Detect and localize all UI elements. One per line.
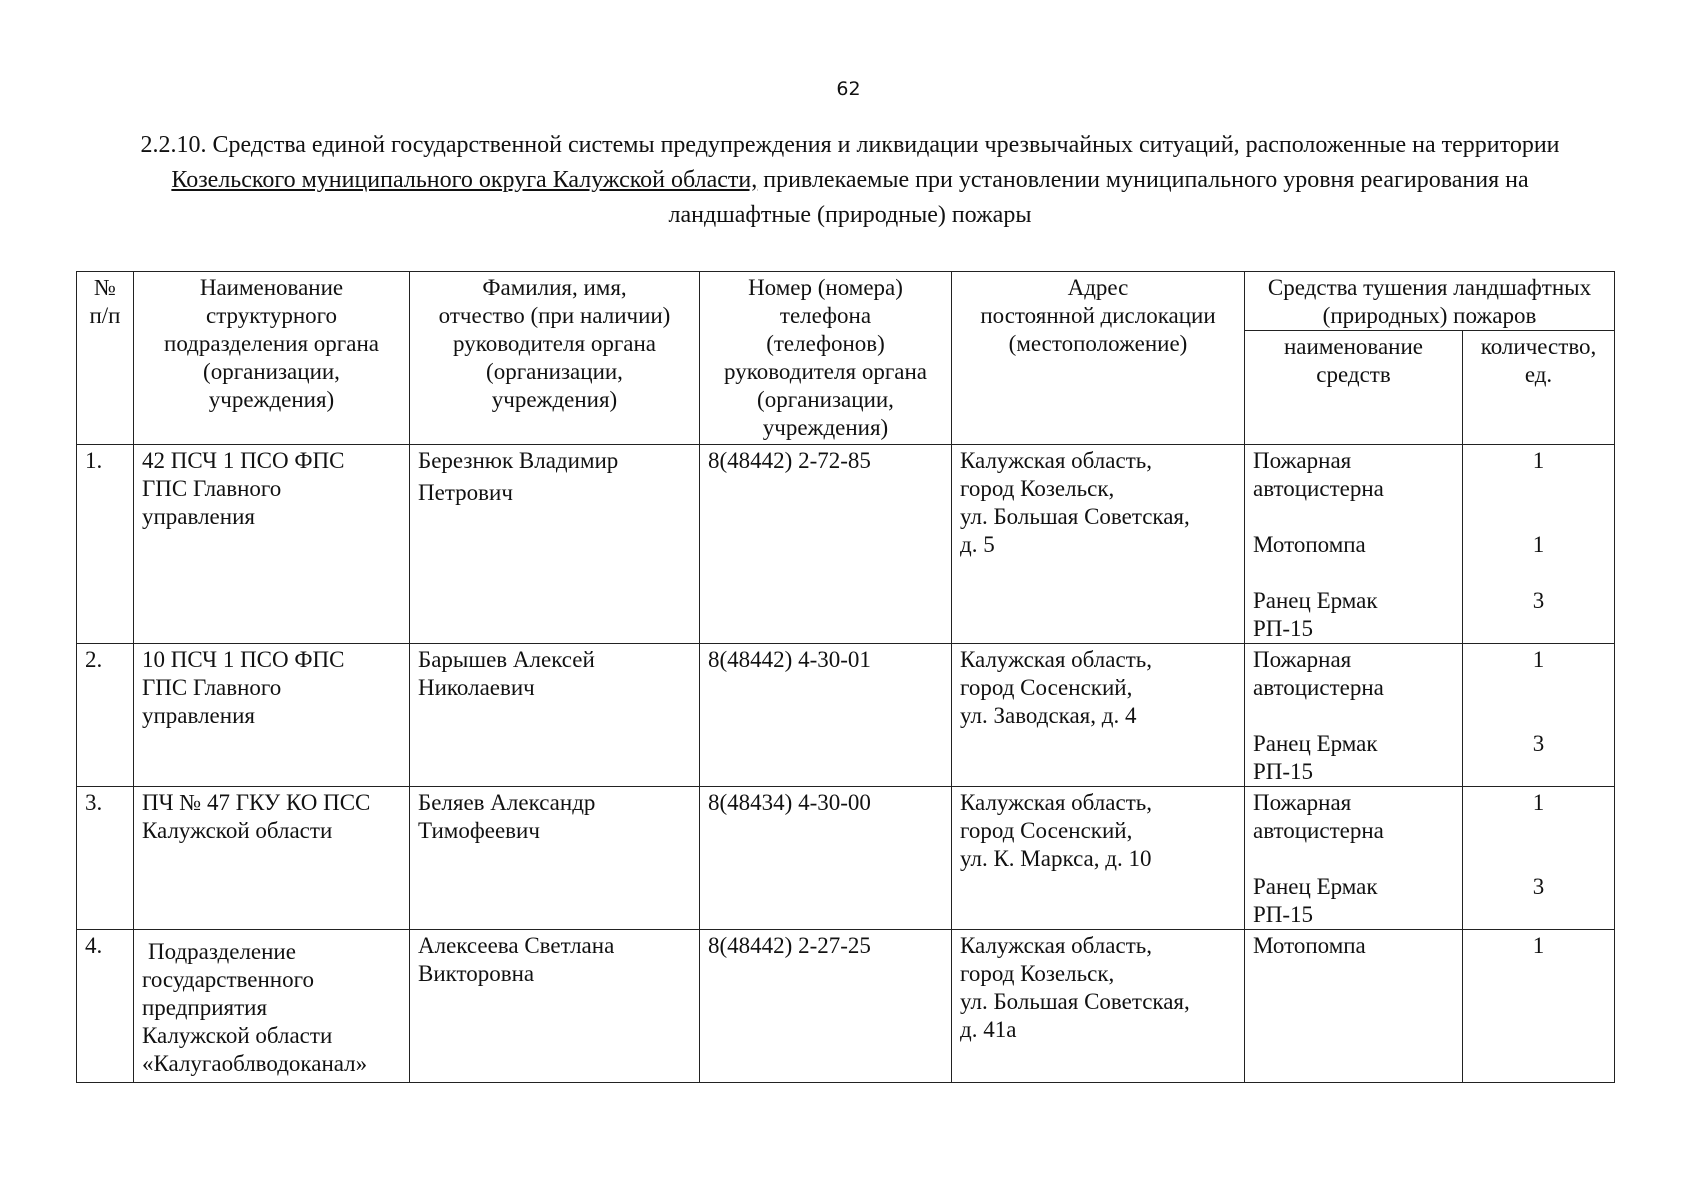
cell-text: Барышев Алексей bbox=[418, 647, 595, 672]
cell-text: д. 41а bbox=[960, 1017, 1017, 1042]
cell-text: РП-15 bbox=[1253, 616, 1314, 641]
cell-means-name bbox=[1245, 445, 1463, 644]
header-text: учреждения) bbox=[762, 415, 889, 440]
cell-text: 1 bbox=[1532, 933, 1545, 958]
document-heading bbox=[110, 128, 1590, 233]
cell-means-qty bbox=[1463, 445, 1615, 644]
cell-text: Калужской области bbox=[142, 818, 333, 843]
cell-number: 1. bbox=[77, 445, 134, 644]
cell-text: ул. Большая Советская, bbox=[960, 504, 1190, 529]
header-text: (организации, bbox=[757, 387, 894, 412]
cell-text: д. 5 bbox=[960, 532, 995, 557]
cell-text: Ранец Ермак bbox=[1253, 874, 1378, 899]
header-text: отчество (при наличии) bbox=[438, 303, 671, 328]
header-cell-unit bbox=[134, 272, 410, 445]
cell-text: 10 ПСЧ 1 ПСО ФПС bbox=[142, 647, 345, 672]
header-text: Адрес bbox=[1067, 275, 1129, 300]
cell-text: город Сосенский, bbox=[960, 818, 1133, 843]
cell-number: 2. bbox=[77, 644, 134, 787]
table-row bbox=[77, 930, 1615, 1083]
header-text: (организации, bbox=[203, 359, 340, 384]
cell-text: Березнюк Владимир bbox=[418, 448, 619, 473]
cell-text: ГПС Главного bbox=[142, 476, 282, 501]
cell-address bbox=[952, 787, 1245, 930]
cell-means-qty bbox=[1463, 930, 1615, 1083]
header-text: подразделения органа bbox=[164, 331, 379, 356]
cell-text: РП-15 bbox=[1253, 902, 1314, 927]
heading-underlined-territory: Козельского муниципального округа Калужской области, bbox=[171, 167, 758, 193]
cell-text: ул. Большая Советская, bbox=[960, 989, 1190, 1014]
header-cell-address bbox=[952, 272, 1245, 445]
cell-text: Пожарная bbox=[1253, 647, 1352, 672]
header-text: средств bbox=[1316, 362, 1391, 387]
cell-text: Викторовна bbox=[418, 961, 535, 986]
cell-text: ул. К. Маркса, д. 10 bbox=[960, 846, 1152, 871]
cell-text: 3 bbox=[1532, 874, 1545, 899]
table-row bbox=[77, 787, 1615, 930]
page-number: 62 bbox=[836, 78, 861, 100]
header-text: Средства тушения ландшафтных bbox=[1267, 275, 1592, 300]
cell-text: Калужская область, bbox=[960, 790, 1152, 815]
header-text: (телефонов) bbox=[766, 331, 885, 356]
cell-number: 3. bbox=[77, 787, 134, 930]
cell-means-name bbox=[1245, 787, 1463, 930]
cell-text: Калужская область, bbox=[960, 647, 1152, 672]
header-cell-means-qty bbox=[1463, 331, 1615, 445]
cell-text: автоцистерна bbox=[1253, 818, 1384, 843]
cell-text: Алексеева Светлана bbox=[418, 933, 615, 958]
header-cell-number bbox=[77, 272, 134, 445]
cell-text: Пожарная bbox=[1253, 448, 1352, 473]
header-text: телефона bbox=[779, 303, 872, 328]
cell-text: 1 bbox=[1532, 532, 1545, 557]
cell-text: город Сосенский, bbox=[960, 675, 1133, 700]
cell-address bbox=[952, 644, 1245, 787]
cell-means-qty bbox=[1463, 644, 1615, 787]
cell-text: Мотопомпа bbox=[1253, 532, 1366, 557]
header-text: ед. bbox=[1524, 362, 1553, 387]
cell-unit bbox=[134, 787, 410, 930]
cell-number: 4. bbox=[77, 930, 134, 1083]
cell-phone: 8(48442) 2-72-85 bbox=[700, 445, 952, 644]
header-cell-means-group bbox=[1245, 272, 1615, 331]
cell-text: город Козельск, bbox=[960, 961, 1115, 986]
header-text: № bbox=[94, 275, 116, 300]
header-text: Фамилия, имя, bbox=[482, 275, 627, 300]
cell-text: Ранец Ермак bbox=[1253, 588, 1378, 613]
cell-phone: 8(48442) 2-27-25 bbox=[700, 930, 952, 1083]
header-text: структурного bbox=[205, 303, 338, 328]
cell-text: Калужской области bbox=[142, 1023, 333, 1048]
cell-text: ПЧ № 47 ГКУ КО ПСС bbox=[142, 790, 371, 815]
header-text: постоянной дислокации bbox=[980, 303, 1216, 328]
cell-text: РП-15 bbox=[1253, 759, 1314, 784]
header-text: (организации, bbox=[486, 359, 623, 384]
cell-text: предприятия bbox=[142, 995, 268, 1020]
header-text: руководителя органа bbox=[724, 359, 927, 384]
cell-means-name bbox=[1245, 930, 1463, 1083]
header-cell-phone bbox=[700, 272, 952, 445]
cell-address bbox=[952, 445, 1245, 644]
cell-text: 3 bbox=[1532, 731, 1545, 756]
cell-head-name bbox=[410, 930, 700, 1083]
cell-text: Тимофеевич bbox=[418, 818, 540, 843]
cell-text: 1 bbox=[1532, 448, 1545, 473]
header-text: учреждения) bbox=[491, 387, 618, 412]
cell-text: 1 bbox=[1532, 790, 1545, 815]
heading-text-end: привлекаемые при установлении муниципального уровня реагирования на ландшафтные (природные) пожары bbox=[668, 167, 1529, 228]
cell-text: Петрович bbox=[418, 480, 513, 505]
cell-head-name bbox=[410, 644, 700, 787]
resources-table bbox=[76, 271, 1615, 1083]
header-text: (местоположение) bbox=[1008, 331, 1188, 356]
cell-phone: 8(48442) 4-30-01 bbox=[700, 644, 952, 787]
cell-text: 42 ПСЧ 1 ПСО ФПС bbox=[142, 448, 345, 473]
header-text: руководителя органа bbox=[453, 331, 656, 356]
cell-unit bbox=[134, 930, 410, 1083]
header-cell-head-name bbox=[410, 272, 700, 445]
cell-text: Беляев Александр bbox=[418, 790, 596, 815]
cell-head-name bbox=[410, 787, 700, 930]
header-text: учреждения) bbox=[208, 387, 335, 412]
cell-text: Ранец Ермак bbox=[1253, 731, 1378, 756]
heading-text-start: 2.2.10. Средства единой государственной системы предупреждения и ликвидации чрезвычайных ситуаций, расположенные на территории bbox=[140, 132, 1560, 158]
cell-address bbox=[952, 930, 1245, 1083]
cell-text: Пожарная bbox=[1253, 790, 1352, 815]
cell-means-name bbox=[1245, 644, 1463, 787]
cell-text: 3 bbox=[1532, 588, 1545, 613]
cell-text: 1 bbox=[1532, 647, 1545, 672]
cell-means-qty bbox=[1463, 787, 1615, 930]
table-row bbox=[77, 644, 1615, 787]
cell-text: ул. Заводская, д. 4 bbox=[960, 703, 1137, 728]
cell-text: Калужская область, bbox=[960, 933, 1152, 958]
table-row bbox=[77, 445, 1615, 644]
header-text: наименование bbox=[1284, 334, 1423, 359]
cell-text: государственного bbox=[142, 967, 314, 992]
cell-unit bbox=[134, 445, 410, 644]
cell-text: «Калугаоблводоканал» bbox=[142, 1051, 368, 1076]
cell-unit bbox=[134, 644, 410, 787]
header-text: Наименование bbox=[199, 275, 344, 300]
header-text: (природных) пожаров bbox=[1322, 303, 1537, 328]
cell-text: ГПС Главного bbox=[142, 675, 282, 700]
header-text: п/п bbox=[89, 303, 121, 328]
cell-text: Мотопомпа bbox=[1253, 933, 1366, 958]
cell-text: Подразделение bbox=[148, 939, 296, 964]
cell-text: Калужская область, bbox=[960, 448, 1152, 473]
cell-text: автоцистерна bbox=[1253, 476, 1384, 501]
cell-text: город Козельск, bbox=[960, 476, 1115, 501]
cell-head-name bbox=[410, 445, 700, 644]
header-cell-means-name bbox=[1245, 331, 1463, 445]
header-text: количество, bbox=[1480, 334, 1597, 359]
cell-text: управления bbox=[142, 504, 255, 529]
cell-phone: 8(48434) 4-30-00 bbox=[700, 787, 952, 930]
cell-text: автоцистерна bbox=[1253, 675, 1384, 700]
header-text: Номер (номера) bbox=[748, 275, 903, 300]
cell-text: управления bbox=[142, 703, 255, 728]
cell-text: Николаевич bbox=[418, 675, 535, 700]
